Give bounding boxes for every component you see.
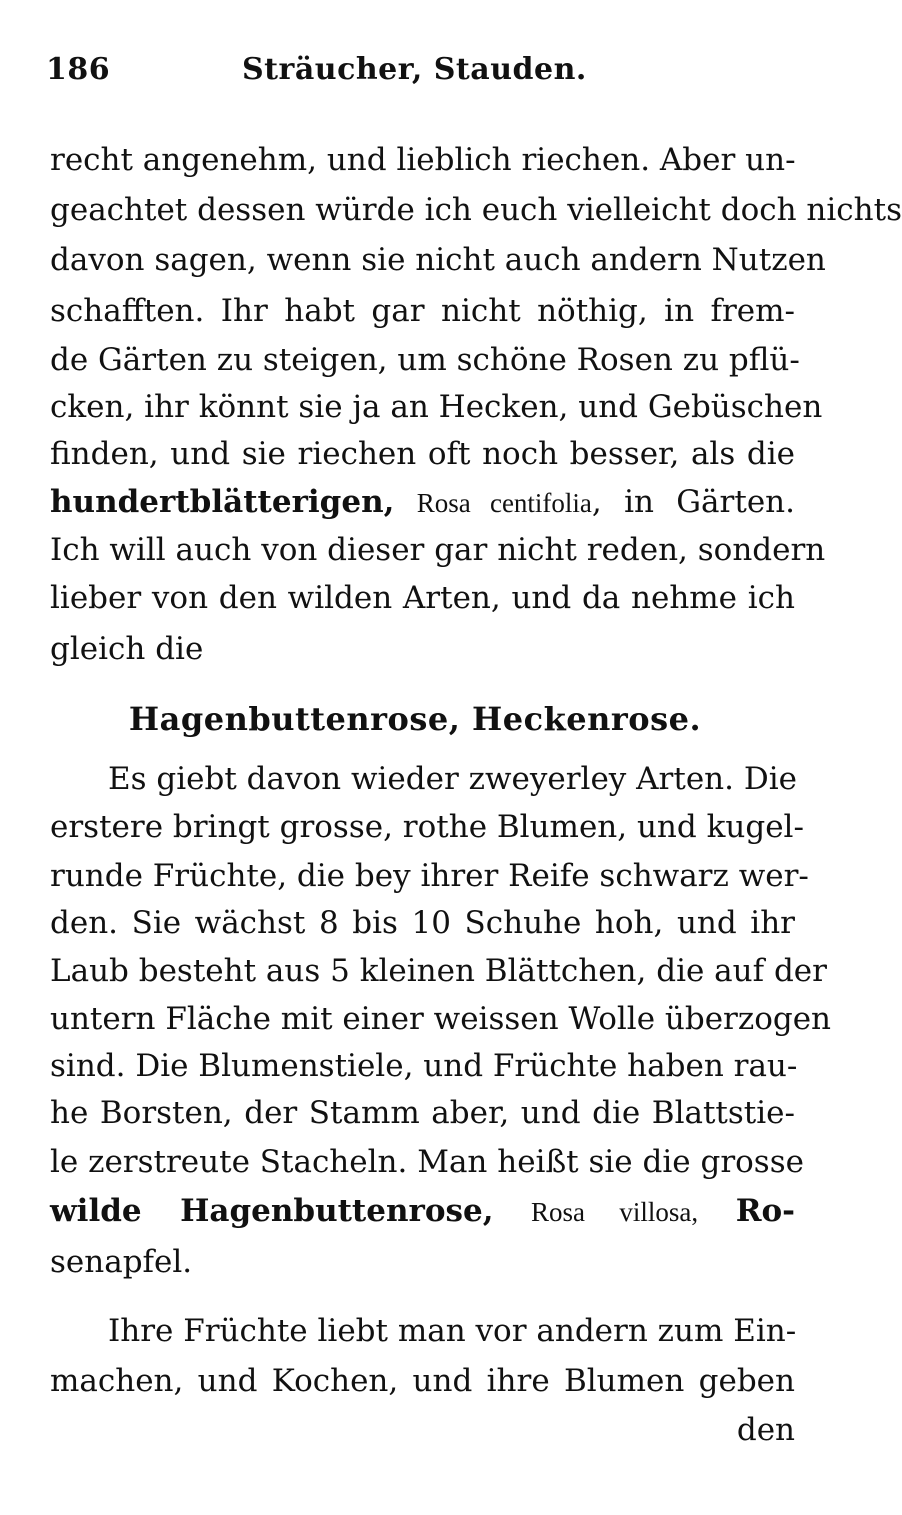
running-head: Sträucher, Stauden. bbox=[242, 52, 587, 87]
text-line: machen, und Kochen, und ihre Blumen geben bbox=[50, 1363, 795, 1399]
text-line: Ich will auch von dieser gar nicht reden, sondern bbox=[50, 532, 826, 568]
text-line: geachtet dessen würde ich euch vielleicht doch nichts bbox=[50, 192, 902, 228]
text-line: lieber von den wilden Arten, und da nehme ich bbox=[50, 580, 795, 616]
latin-name: Rosa villosa, bbox=[531, 1197, 699, 1227]
text-line: davon sagen, wenn sie nicht auch andern Nutzen bbox=[50, 242, 826, 278]
text-line: sind. Die Blumenstiele, und Früchte haben rau- bbox=[50, 1048, 798, 1084]
text-line: finden, und sie riechen oft noch besser, als die bbox=[50, 436, 795, 472]
text-line: senapfel. bbox=[50, 1244, 193, 1280]
section-heading: Hagenbuttenrose, Heckenrose. bbox=[128, 700, 702, 738]
text-line-mixed bbox=[50, 480, 795, 525]
text-line: de Gärten zu steigen, um schöne Rosen zu pflü- bbox=[50, 342, 800, 378]
text-line: den. Sie wächst 8 bis 10 Schuhe hoh, und ihr bbox=[50, 905, 795, 941]
text-line: gleich die bbox=[50, 631, 204, 667]
text-line: erstere bringt grosse, rothe Blumen, und kugel- bbox=[50, 809, 804, 845]
page-header bbox=[46, 52, 786, 104]
text-fragment: Ro- bbox=[735, 1193, 795, 1229]
text-line: Laub besteht aus 5 kleinen Blättchen, die auf der bbox=[50, 953, 827, 989]
catchword: den bbox=[736, 1412, 795, 1448]
text-fragment: wilde Hagenbuttenrose, bbox=[50, 1193, 494, 1229]
text-line-mixed bbox=[50, 1189, 795, 1234]
text-line: le zerstreute Stacheln. Man heißt sie die grosse bbox=[50, 1144, 804, 1180]
latin-name: Rosa centifolia bbox=[416, 488, 592, 518]
text-fragment: hundertblätterigen, bbox=[50, 484, 395, 520]
text-line: he Borsten, der Stamm aber, und die Blattstie- bbox=[50, 1095, 795, 1131]
text-line: schafften. Ihr habt gar nicht nöthig, in frem- bbox=[50, 293, 795, 329]
text-fragment: , in Gärten. bbox=[591, 484, 795, 520]
text-line: runde Früchte, die bey ihrer Reife schwarz wer- bbox=[50, 858, 809, 894]
text-line: Ihre Früchte liebt man vor andern zum Ein- bbox=[108, 1313, 797, 1349]
text-line: untern Fläche mit einer weissen Wolle überzogen bbox=[50, 1001, 832, 1037]
text-line: recht angenehm, und lieblich riechen. Aber un- bbox=[50, 142, 796, 178]
text-line: Es giebt davon wieder zweyerley Arten. Die bbox=[108, 761, 797, 797]
page-number: 186 bbox=[46, 52, 111, 87]
text-line: cken, ihr könnt sie ja an Hecken, und Gebüschen bbox=[50, 389, 823, 425]
